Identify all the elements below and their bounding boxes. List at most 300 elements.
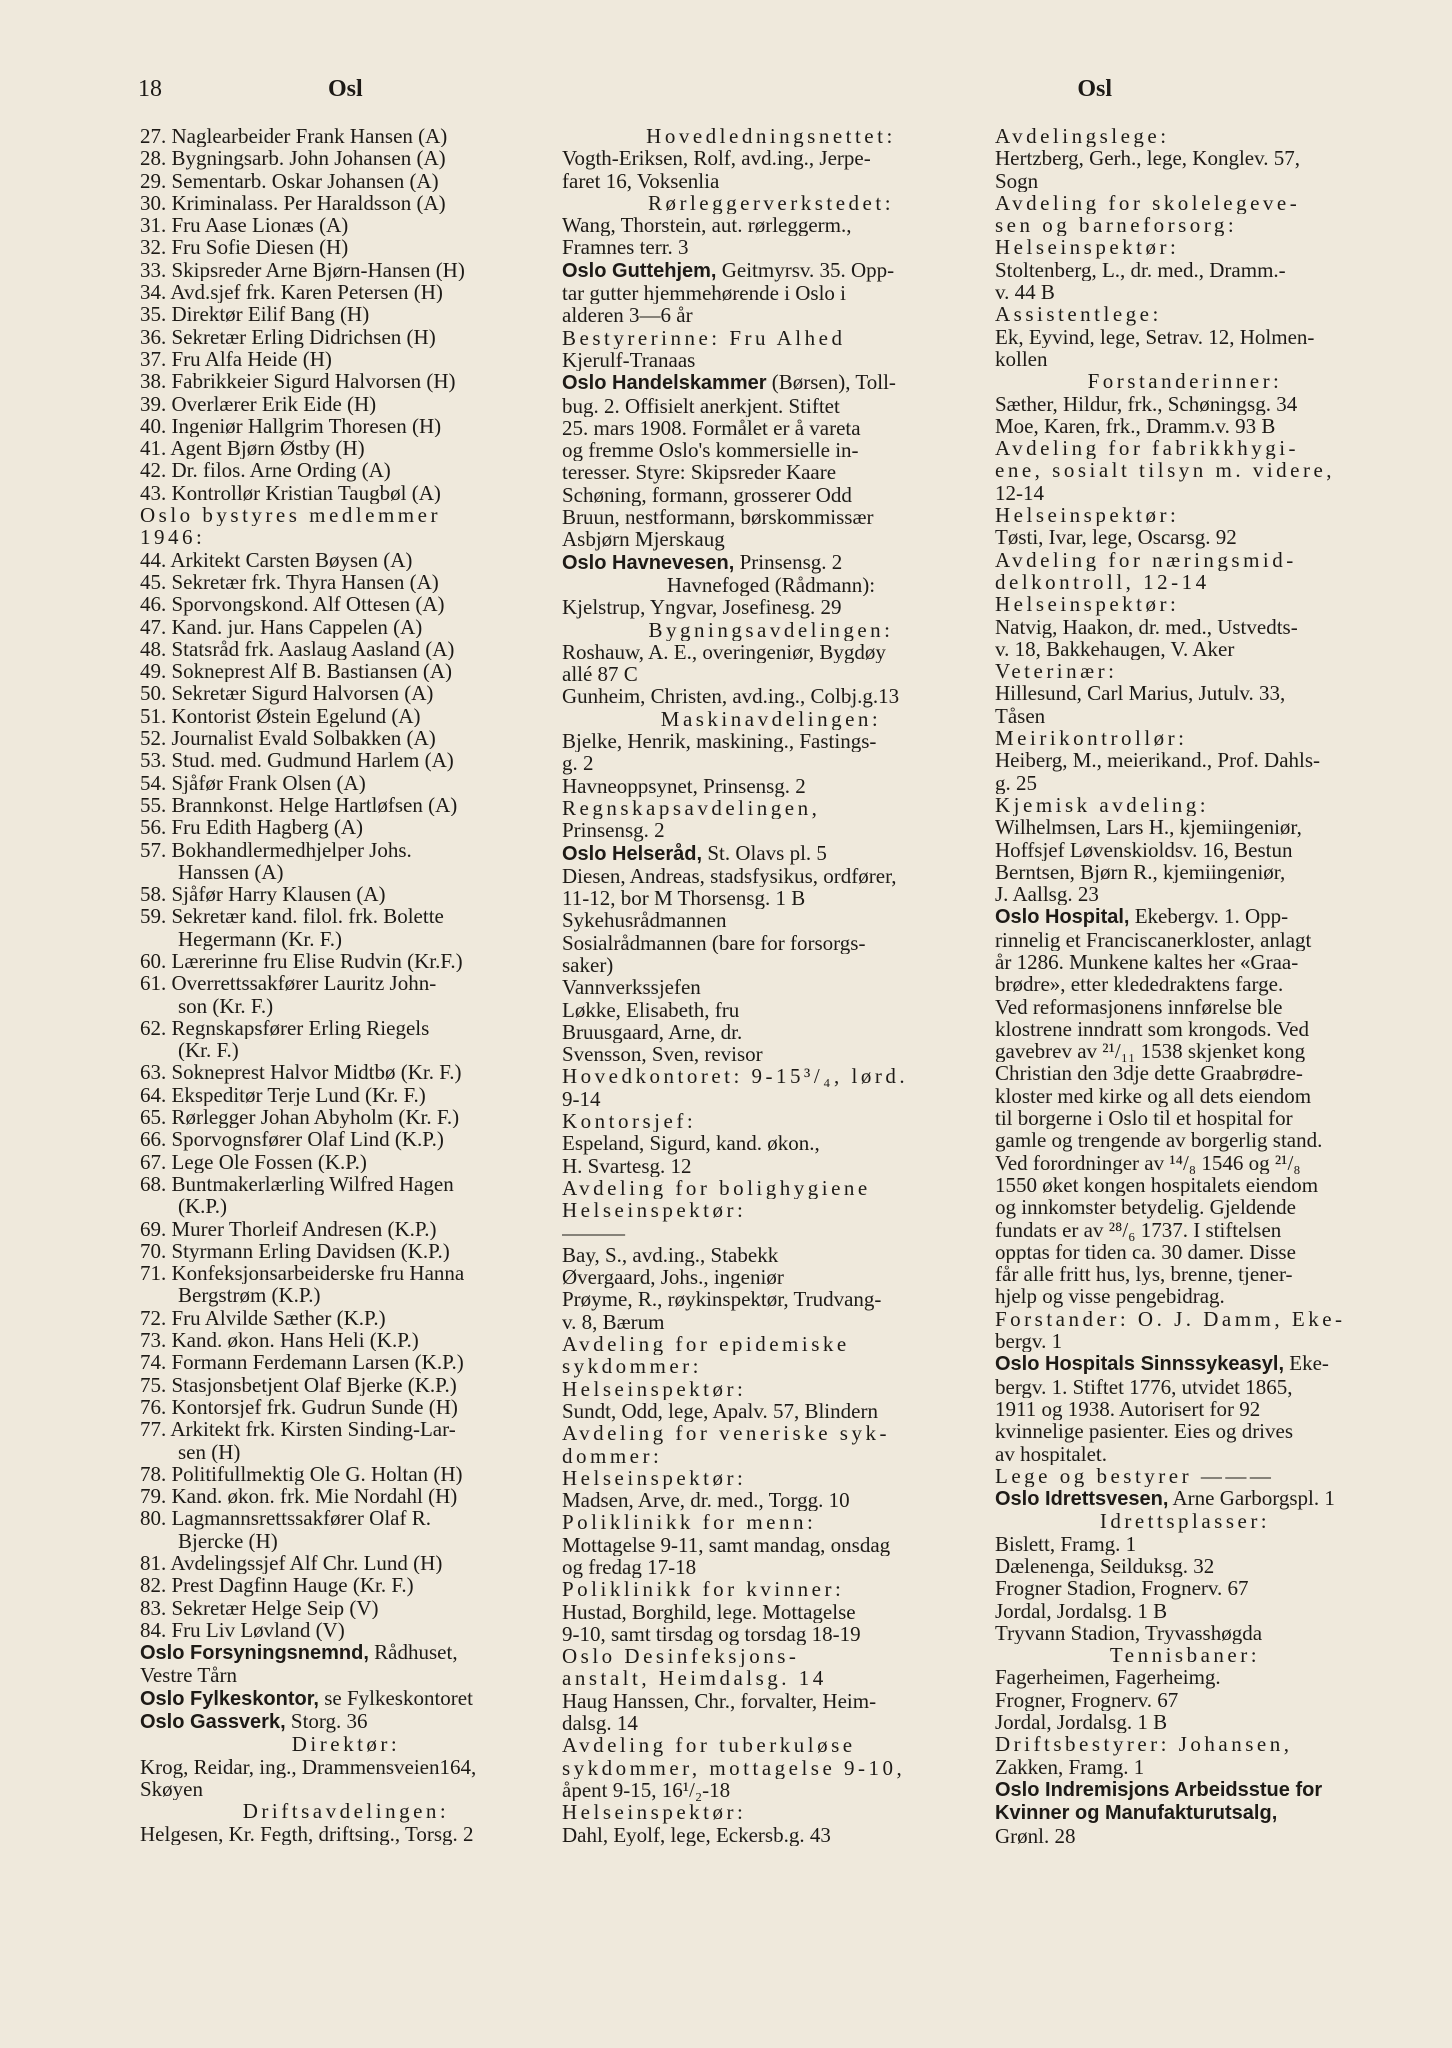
entry-text: 37. Fru Alfa Heide (H)	[140, 347, 332, 371]
entry-text: 52. Journalist Evald Solbakken (A)	[140, 727, 436, 750]
entry-text: Jordal, Jordalsg. 1 B	[995, 1711, 1168, 1734]
directory-line	[995, 1801, 1375, 1824]
entry-text: Eke-	[1284, 1352, 1329, 1376]
entry-text: Geitmyrsv. 35. Opp-	[716, 258, 895, 282]
directory-line	[140, 816, 552, 838]
entry-text: Bislett, Framg. 1	[995, 1532, 1137, 1555]
entry-text: 54. Sjåfør Frank Olsen (A)	[140, 771, 366, 794]
entry-text: 75. Stasjonsbetjent Olaf Bjerke (K.P.)	[140, 1373, 457, 1396]
entry-text: Hertzberg, Gerh., lege, Konglev. 57,	[995, 147, 1300, 170]
entry-text: Helseinspektør:	[562, 1801, 747, 1824]
entry-text: Arne Garborgspl. 1	[1168, 1487, 1335, 1511]
entry-text: Natvig, Haakon, dr. med., Ustvedts-	[995, 615, 1298, 638]
directory-line	[995, 749, 1375, 771]
entry-text: Krog, Reidar, ing., Drammensveien164,	[140, 1755, 477, 1778]
directory-line	[995, 125, 1375, 147]
entry-text: St. Olavs pl. 5	[702, 841, 827, 865]
directory-line	[140, 772, 552, 794]
directory-line	[995, 905, 1375, 928]
directory-line	[995, 839, 1375, 861]
entry-text: 79. Kand. økon. frk. Mie Nordahl (H)	[140, 1485, 458, 1508]
directory-line	[140, 1351, 552, 1373]
directory-line	[562, 304, 980, 326]
directory-line	[562, 551, 980, 574]
entry-text: Bruusgaard, Arne, dr.	[562, 1020, 743, 1044]
entry-text: v. 18, Bakkehaugen, V. Aker	[995, 637, 1235, 661]
entry-text: kollen	[995, 347, 1048, 371]
directory-line	[140, 1084, 552, 1106]
entry-text: Sykehusrådmannen	[562, 909, 727, 932]
entry-heading: Oslo Handelskammer	[562, 372, 767, 395]
directory-line	[140, 1485, 552, 1507]
entry-text: Fagerheimen, Fagerheimg.	[995, 1666, 1221, 1689]
directory-line	[562, 1511, 980, 1533]
entry-text: og fremme Oslo's kommersielle in-	[562, 439, 859, 462]
entry-text: 77. Arkitekt frk. Kirsten Sinding-Lar-	[140, 1418, 456, 1441]
entry-text: Bruun, nestformann, børskommissær	[562, 506, 874, 529]
directory-line	[995, 1644, 1375, 1666]
entry-text: son (Kr. F.)	[178, 994, 274, 1017]
directory-line	[140, 1823, 552, 1845]
directory-line	[562, 1667, 980, 1689]
directory-line	[562, 1177, 980, 1199]
directory-line	[562, 1311, 980, 1333]
directory-line	[562, 685, 980, 707]
entry-text: Regnskapsavdelingen,	[562, 796, 821, 820]
column-2	[562, 125, 980, 2030]
directory-line	[562, 439, 980, 461]
directory-line	[562, 461, 980, 483]
directory-line	[995, 1756, 1375, 1778]
entry-text: Svensson, Sven, revisor	[562, 1043, 763, 1066]
entry-text: v. 8, Bærum	[562, 1310, 665, 1334]
entry-text: hjelp og visse pengebidrag.	[995, 1285, 1225, 1308]
directory-line	[995, 214, 1375, 236]
directory-line	[995, 1040, 1375, 1062]
directory-line	[140, 905, 552, 927]
entry-text: anstalt, Heimdalsg. 14	[562, 1667, 827, 1690]
entry-text: Havnefoged (Rådmann):	[666, 573, 876, 597]
directory-line	[995, 1129, 1375, 1151]
directory-line	[562, 1601, 980, 1623]
directory-line	[562, 842, 980, 865]
entry-text: rinnelig et Franciscanerkloster, anlagt	[995, 928, 1312, 951]
entry-text: 46. Sporvongskond. Alf Ottesen (A)	[140, 593, 445, 616]
entry-text: 31. Fru Aase Lionæs (A)	[140, 214, 349, 237]
directory-line	[562, 1623, 980, 1645]
entry-text: Zakken, Framg. 1	[995, 1755, 1145, 1778]
directory-line	[995, 929, 1375, 951]
directory-line	[562, 1378, 980, 1400]
directory-line	[562, 349, 980, 371]
entry-heading: Oslo Havnevesen,	[562, 551, 735, 574]
directory-line	[562, 327, 980, 349]
entry-text: Helseinspektør:	[995, 593, 1180, 616]
directory-line	[562, 282, 980, 304]
directory-line	[140, 1687, 552, 1710]
directory-line	[995, 772, 1375, 794]
entry-heading: Oslo Guttehjem,	[562, 259, 717, 282]
directory-line	[995, 549, 1375, 571]
entry-text: 49. Sokneprest Alf B. Bastiansen (A)	[140, 660, 453, 683]
directory-line	[995, 393, 1375, 415]
directory-line	[140, 1195, 552, 1217]
directory-line	[562, 236, 980, 258]
entry-text: Hovedkontoret: 9-15³/₄, lørd.	[562, 1065, 909, 1088]
entry-text: Frogner Stadion, Frognerv. 67	[995, 1577, 1249, 1600]
entry-text: ———	[562, 1221, 625, 1244]
directory-line	[995, 370, 1375, 392]
entry-text: 9-10, samt tirsdag og torsdag 18-19	[562, 1622, 861, 1646]
directory-line	[995, 973, 1375, 995]
entry-text: Wilhelmsen, Lars H., kjemiingeniør,	[995, 816, 1302, 839]
directory-line	[562, 192, 980, 214]
entry-text: Avdeling for fabrikkhygi-	[995, 437, 1300, 460]
directory-line	[562, 1734, 980, 1756]
directory-line	[562, 1222, 980, 1244]
directory-line	[140, 616, 552, 638]
directory-line	[140, 259, 552, 281]
entry-text: 1550 øket kongen hospitalets eiendom	[995, 1173, 1319, 1197]
entry-text: Sogn	[995, 169, 1039, 192]
directory-line	[995, 794, 1375, 816]
column-1	[140, 125, 552, 2030]
directory-line	[140, 192, 552, 214]
entry-text: brødre», etter klededraktens farge.	[995, 973, 1284, 996]
directory-line	[140, 303, 552, 325]
directory-line	[562, 395, 980, 417]
directory-line	[562, 1333, 980, 1355]
entry-text: Lege og bestyrer ———	[995, 1464, 1275, 1488]
directory-line	[995, 303, 1375, 325]
entry-text: Maskinavdelingen:	[660, 707, 882, 731]
entry-text: 32. Fru Sofie Diesen (H)	[140, 236, 349, 259]
directory-line	[995, 816, 1375, 838]
directory-line	[140, 1756, 552, 1778]
entry-text: Hillesund, Carl Marius, Jutulv. 33,	[995, 682, 1286, 705]
entry-text: g. 2	[562, 752, 594, 775]
entry-text: dommer:	[562, 1444, 663, 1467]
entry-text: Sundt, Odd, lege, Apalv. 57, Blindern	[562, 1399, 878, 1423]
entry-text: Dahl, Eyolf, lege, Eckersb.g. 43	[562, 1823, 831, 1846]
directory-line	[140, 1418, 552, 1440]
directory-line	[995, 861, 1375, 883]
entry-text: Kontorsjef:	[562, 1110, 697, 1133]
running-title-right: Osl	[1077, 76, 1112, 102]
entry-text: Driftsavdelingen:	[242, 1800, 450, 1823]
entry-text: 80. Lagmannsrettssakfører Olaf R.	[140, 1507, 431, 1530]
directory-line	[562, 619, 980, 641]
directory-line	[140, 1039, 552, 1061]
directory-line	[140, 883, 552, 905]
directory-line	[995, 1062, 1375, 1084]
entry-text: 27. Naglearbeider Frank Hansen (A)	[140, 125, 448, 148]
directory-line	[562, 1690, 980, 1712]
entry-text: g. 25	[995, 771, 1037, 794]
directory-line	[562, 1534, 980, 1556]
directory-line	[562, 999, 980, 1021]
directory-line	[995, 147, 1375, 169]
entry-text: 38. Fabrikkeier Sigurd Halvorsen (H)	[140, 370, 456, 393]
entry-text: Skøyen	[140, 1777, 203, 1801]
directory-line	[140, 1710, 552, 1733]
directory-line	[995, 996, 1375, 1018]
directory-line	[995, 259, 1375, 281]
entry-text: Poliklinikk for menn:	[562, 1511, 817, 1534]
directory-line	[140, 1017, 552, 1039]
entry-text: Ekebergv. 1. Opp-	[1129, 905, 1289, 929]
entry-text: 35. Direktør Eilif Bang (H)	[140, 303, 370, 326]
directory-line	[562, 976, 980, 998]
entry-text: Avdeling for bolighygiene	[562, 1176, 871, 1200]
directory-line	[562, 1021, 980, 1043]
entry-text: Hovedledningsnettet:	[646, 125, 896, 148]
entry-text: se Fylkeskontoret	[318, 1686, 473, 1710]
directory-line	[995, 415, 1375, 437]
directory-line	[995, 1666, 1375, 1688]
entry-text: Vannverkssjefen	[562, 976, 701, 999]
directory-line	[995, 1778, 1375, 1801]
entry-text: Tryvann Stadion, Tryvasshøgda	[995, 1621, 1263, 1645]
entry-text: 48. Statsråd frk. Aaslaug Aasland (A)	[140, 637, 455, 661]
entry-heading: Oslo Helseråd,	[562, 842, 703, 865]
directory-line	[562, 1110, 980, 1132]
directory-line	[995, 1330, 1375, 1352]
entry-text: Oslo bystyres medlemmer	[140, 504, 441, 527]
directory-line	[995, 236, 1375, 258]
entry-text: Espeland, Sigurd, kand. økon.,	[562, 1132, 820, 1155]
entry-text: Rådhuset,	[368, 1641, 458, 1665]
directory-line	[140, 125, 552, 147]
directory-line	[995, 1825, 1375, 1847]
entry-text: Prinsensg. 2	[562, 819, 665, 842]
entry-text: og innkomster betydelig. Gjeldende	[995, 1196, 1296, 1219]
entry-text: Mottagelse 9-11, samt mandag, onsdag	[562, 1533, 891, 1556]
directory-line	[140, 393, 552, 415]
entry-text: Stoltenberg, L., dr. med., Dramm.-	[995, 258, 1286, 282]
entry-text: Storg. 36	[285, 1710, 368, 1734]
directory-line	[140, 1597, 552, 1619]
entry-text: og fredag 17-18	[562, 1556, 697, 1579]
entry-text: 34. Avd.sjef frk. Karen Petersen (H)	[140, 281, 443, 304]
directory-line	[140, 1778, 552, 1800]
directory-line	[995, 1376, 1375, 1398]
entry-text: 1911 og 1938. Autorisert for 92	[995, 1397, 1261, 1421]
entry-text: Vogth-Eriksen, Rolf, avd.ing., Jerpe-	[562, 147, 871, 170]
entry-heading: Oslo Fylkeskontor,	[140, 1687, 319, 1710]
entry-text: Bergstrøm (K.P.)	[178, 1284, 321, 1307]
directory-line	[995, 1711, 1375, 1733]
directory-line	[995, 526, 1375, 548]
entry-text: Ved forordninger av ¹⁴/₈ 1546 og ²¹/₈	[995, 1151, 1301, 1174]
entry-text: 39. Overlærer Erik Eide (H)	[140, 392, 377, 415]
directory-line	[140, 214, 552, 236]
entry-text: Idrettsplasser:	[1099, 1510, 1271, 1533]
directory-line	[995, 1465, 1375, 1487]
entry-text: 84. Fru Liv Løvland (V)	[140, 1618, 345, 1642]
directory-line	[140, 1240, 552, 1262]
directory-line	[140, 1619, 552, 1641]
entry-text: 67. Lege Ole Fossen (K.P.)	[140, 1150, 367, 1173]
directory-line	[995, 192, 1375, 214]
entry-text: 55. Brannkonst. Helge Hartløfsen (A)	[140, 793, 458, 817]
directory-line	[140, 281, 552, 303]
entry-text: 53. Stud. med. Gudmund Harlem (A)	[140, 749, 454, 772]
directory-line	[562, 1400, 980, 1422]
directory-line	[995, 616, 1375, 638]
entry-text: Avdeling for epidemiske	[562, 1333, 850, 1356]
entry-text: 1946:	[140, 526, 206, 549]
entry-text: Tennisbaner:	[1109, 1644, 1261, 1667]
entry-text: Bjercke (H)	[178, 1529, 278, 1552]
directory-line	[140, 1463, 552, 1485]
directory-line	[995, 951, 1375, 973]
entry-text: alderen 3—6 år	[562, 304, 693, 327]
directory-line	[995, 1733, 1375, 1755]
directory-line	[562, 1244, 980, 1266]
directory-line	[995, 459, 1375, 481]
entry-text: Avdeling for næringsmid-	[995, 548, 1297, 571]
entry-text: Haug Hanssen, Chr., forvalter, Heim-	[562, 1689, 877, 1713]
directory-line	[562, 819, 980, 841]
directory-line	[562, 484, 980, 506]
directory-line	[562, 1043, 980, 1065]
directory-line	[995, 1398, 1375, 1420]
directory-line	[995, 1352, 1375, 1375]
page-number: 18	[138, 76, 162, 102]
directory-line	[562, 1288, 980, 1310]
entry-text: 11-12, bor M Thorsensg. 1 B	[562, 887, 806, 910]
entry-text: Avdelingslege:	[995, 125, 1170, 148]
directory-line	[140, 1128, 552, 1150]
entry-heading: Oslo Hospital,	[995, 906, 1130, 929]
directory-line	[995, 1533, 1375, 1555]
entry-text: 29. Sementarb. Oskar Johansen (A)	[140, 169, 439, 192]
entry-text: gamle og trengende av borgerlig stand.	[995, 1129, 1323, 1152]
entry-text: faret 16, Voksenlia	[562, 169, 720, 192]
entry-text: 65. Rørlegger Johan Abyholm (Kr. F.)	[140, 1106, 460, 1129]
entry-text: 41. Agent Bjørn Østby (H)	[140, 437, 365, 460]
entry-text: Meirikontrollør:	[995, 727, 1188, 750]
directory-line	[995, 1152, 1375, 1174]
directory-line	[140, 1218, 552, 1240]
directory-line	[995, 660, 1375, 682]
entry-text: Driftsbestyrer: Johansen,	[995, 1733, 1293, 1756]
directory-line	[562, 214, 980, 236]
directory-line	[562, 417, 980, 439]
directory-line	[562, 147, 980, 169]
directory-line	[562, 954, 980, 976]
directory-line	[140, 839, 552, 861]
directory-line	[140, 236, 552, 258]
directory-line	[995, 1018, 1375, 1040]
entry-text: saker)	[562, 953, 614, 977]
directory-line	[140, 972, 552, 994]
entry-text: Avdeling for veneriske syk-	[562, 1422, 890, 1445]
directory-line	[562, 730, 980, 752]
entry-text: v. 44 B	[995, 281, 1055, 304]
directory-line	[140, 1800, 552, 1822]
directory-line	[995, 1107, 1375, 1129]
directory-line	[995, 638, 1375, 660]
directory-line	[562, 1467, 980, 1489]
directory-line	[140, 147, 552, 169]
directory-line	[995, 705, 1375, 727]
directory-line	[995, 504, 1375, 526]
directory-line	[140, 571, 552, 593]
directory-line	[140, 415, 552, 437]
directory-line	[995, 1263, 1375, 1285]
entry-text: Assistentlege:	[995, 303, 1162, 326]
directory-line	[140, 1307, 552, 1329]
directory-line	[140, 1284, 552, 1306]
directory-line	[140, 1507, 552, 1529]
directory-line	[140, 370, 552, 392]
entry-text: dalsg. 14	[562, 1712, 638, 1735]
entry-text: 33. Skipsreder Arne Bjørn-Hansen (H)	[140, 258, 465, 282]
directory-line	[562, 371, 980, 394]
entry-text: Heiberg, M., meierikand., Prof. Dahls-	[995, 749, 1321, 772]
directory-line	[562, 1065, 980, 1087]
entry-text: Helseinspektør:	[562, 1377, 747, 1400]
entry-text: 70. Styrmann Erling Davidsen (K.P.)	[140, 1239, 450, 1263]
directory-line	[140, 1664, 552, 1686]
directory-line	[995, 1487, 1375, 1510]
entry-text: Ved reformasjonens innførelse ble	[995, 995, 1283, 1018]
directory-line	[995, 1085, 1375, 1107]
entry-text: 68. Buntmakerlærling Wilfred Hagen	[140, 1172, 454, 1196]
entry-text: teresser. Styre: Skipsreder Kaare	[562, 461, 837, 484]
entry-text: 42. Dr. filos. Arne Ording (A)	[140, 459, 391, 482]
directory-line	[995, 482, 1375, 504]
directory-line	[140, 749, 552, 771]
entry-text: klostrene inndratt som krongods. Ved	[995, 1017, 1309, 1041]
entry-text: Sosialrådmannen (bare for forsorgs-	[562, 931, 866, 954]
entry-text: 25. mars 1908. Formålet er å vareta	[562, 416, 861, 440]
entry-text: Forstanderinner:	[1087, 370, 1283, 393]
directory-line	[140, 950, 552, 972]
entry-text: sen og barneforsorg:	[995, 214, 1238, 237]
directory-line	[995, 1285, 1375, 1307]
directory-line	[562, 797, 980, 819]
directory-line	[562, 932, 980, 954]
directory-line	[140, 727, 552, 749]
directory-line	[140, 1733, 552, 1755]
entry-text: Madsen, Arve, dr. med., Torgg. 10	[562, 1489, 850, 1512]
directory-line	[562, 663, 980, 685]
entry-text: Jordal, Jordalsg. 1 B	[995, 1599, 1168, 1622]
entry-text: 72. Fru Alvilde Sæther (K.P.)	[140, 1306, 386, 1330]
directory-line	[562, 574, 980, 596]
directory-line	[562, 775, 980, 797]
directory-line	[140, 928, 552, 950]
entry-text: 64. Ekspeditør Terje Lund (Kr. F.)	[140, 1083, 426, 1107]
directory-line	[995, 593, 1375, 615]
entry-text: Oslo Desinfeksjons-	[562, 1645, 800, 1668]
directory-line	[995, 437, 1375, 459]
directory-line	[995, 1600, 1375, 1622]
entry-text: av hospitalet.	[995, 1442, 1107, 1465]
directory-line	[562, 641, 980, 663]
directory-line	[140, 348, 552, 370]
entry-text: Helseinspektør:	[995, 504, 1180, 527]
entry-text: Bay, S., avd.ing., Stabekk	[562, 1243, 779, 1267]
directory-line	[140, 1151, 552, 1173]
entry-text: H. Svartesg. 12	[562, 1154, 692, 1177]
directory-line	[140, 1441, 552, 1463]
entry-text: Poliklinikk for kvinner:	[562, 1578, 845, 1601]
entry-text: 58. Sjåfør Harry Klausen (A)	[140, 883, 386, 906]
